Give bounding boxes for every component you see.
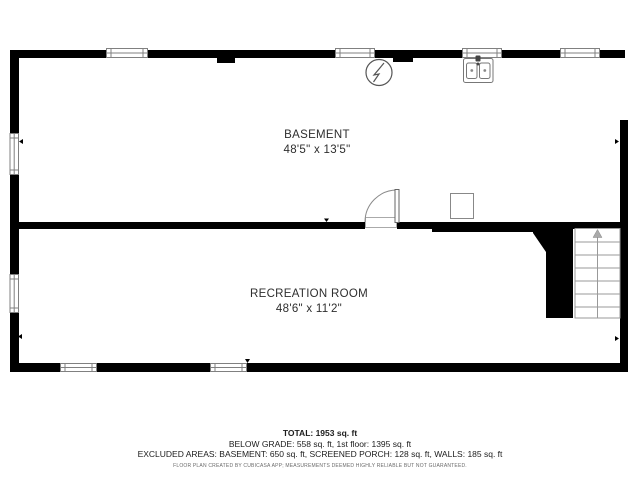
right-wall [620,120,628,372]
window-bottom-2 [211,364,247,372]
window-top-1 [107,49,148,58]
window-top-3 [463,49,502,58]
interior-door [365,190,399,228]
top-wall [10,50,625,58]
door-threshold [366,218,397,228]
window-left-1 [10,134,19,175]
disclaimer-text: FLOOR PLAN CREATED BY CUBICASA APP; MEASUREMENTS DEEMED HIGHLY RELIABLE BUT NOT GUARANTEED. [173,463,467,469]
chimney-left [217,50,235,63]
wall-tick-marks [18,139,619,363]
staircase [575,229,620,319]
sink-drain-right [483,69,486,72]
basement-room-name: BASEMENT [284,129,350,141]
recreation-room-label [250,287,368,316]
window-left-2 [10,275,19,313]
window-top-4 [561,49,600,58]
windows [10,49,600,372]
stair-side-wall [533,222,573,318]
sink-drain-left [470,69,473,72]
basement-room-label [284,128,351,157]
bottom-wall [10,363,628,372]
recreation-room-name: RECREATION ROOM [249,288,369,300]
window-bottom-1 [61,364,97,372]
below-grade-text: BELOW GRADE: 558 sq. ft, 1st floor: 1395 sq. ft [228,439,412,449]
total-area-text: TOTAL: 1953 sq. ft [282,428,358,438]
left-wall [10,50,19,372]
basement-room-dimensions: 48'5" x 13'5" [283,143,351,156]
window-top-2 [336,49,375,58]
chimney-right [393,50,413,62]
sink-faucet [476,56,481,62]
sink-icon [464,56,494,83]
excluded-areas-text: EXCLUDED AREAS: BASEMENT: 650 sq. ft, SCREENED PORCH: 128 sq. ft, WALLS: 185 sq. ft [137,449,503,459]
furnace [451,194,474,219]
electrical-panel-icon [366,60,392,86]
middle-wall-left [10,222,365,229]
middle-wall-thick [432,222,533,232]
walls [10,50,628,372]
door-leaf [395,190,399,223]
recreation-room-dimensions: 48'6" x 11'2" [275,302,343,315]
